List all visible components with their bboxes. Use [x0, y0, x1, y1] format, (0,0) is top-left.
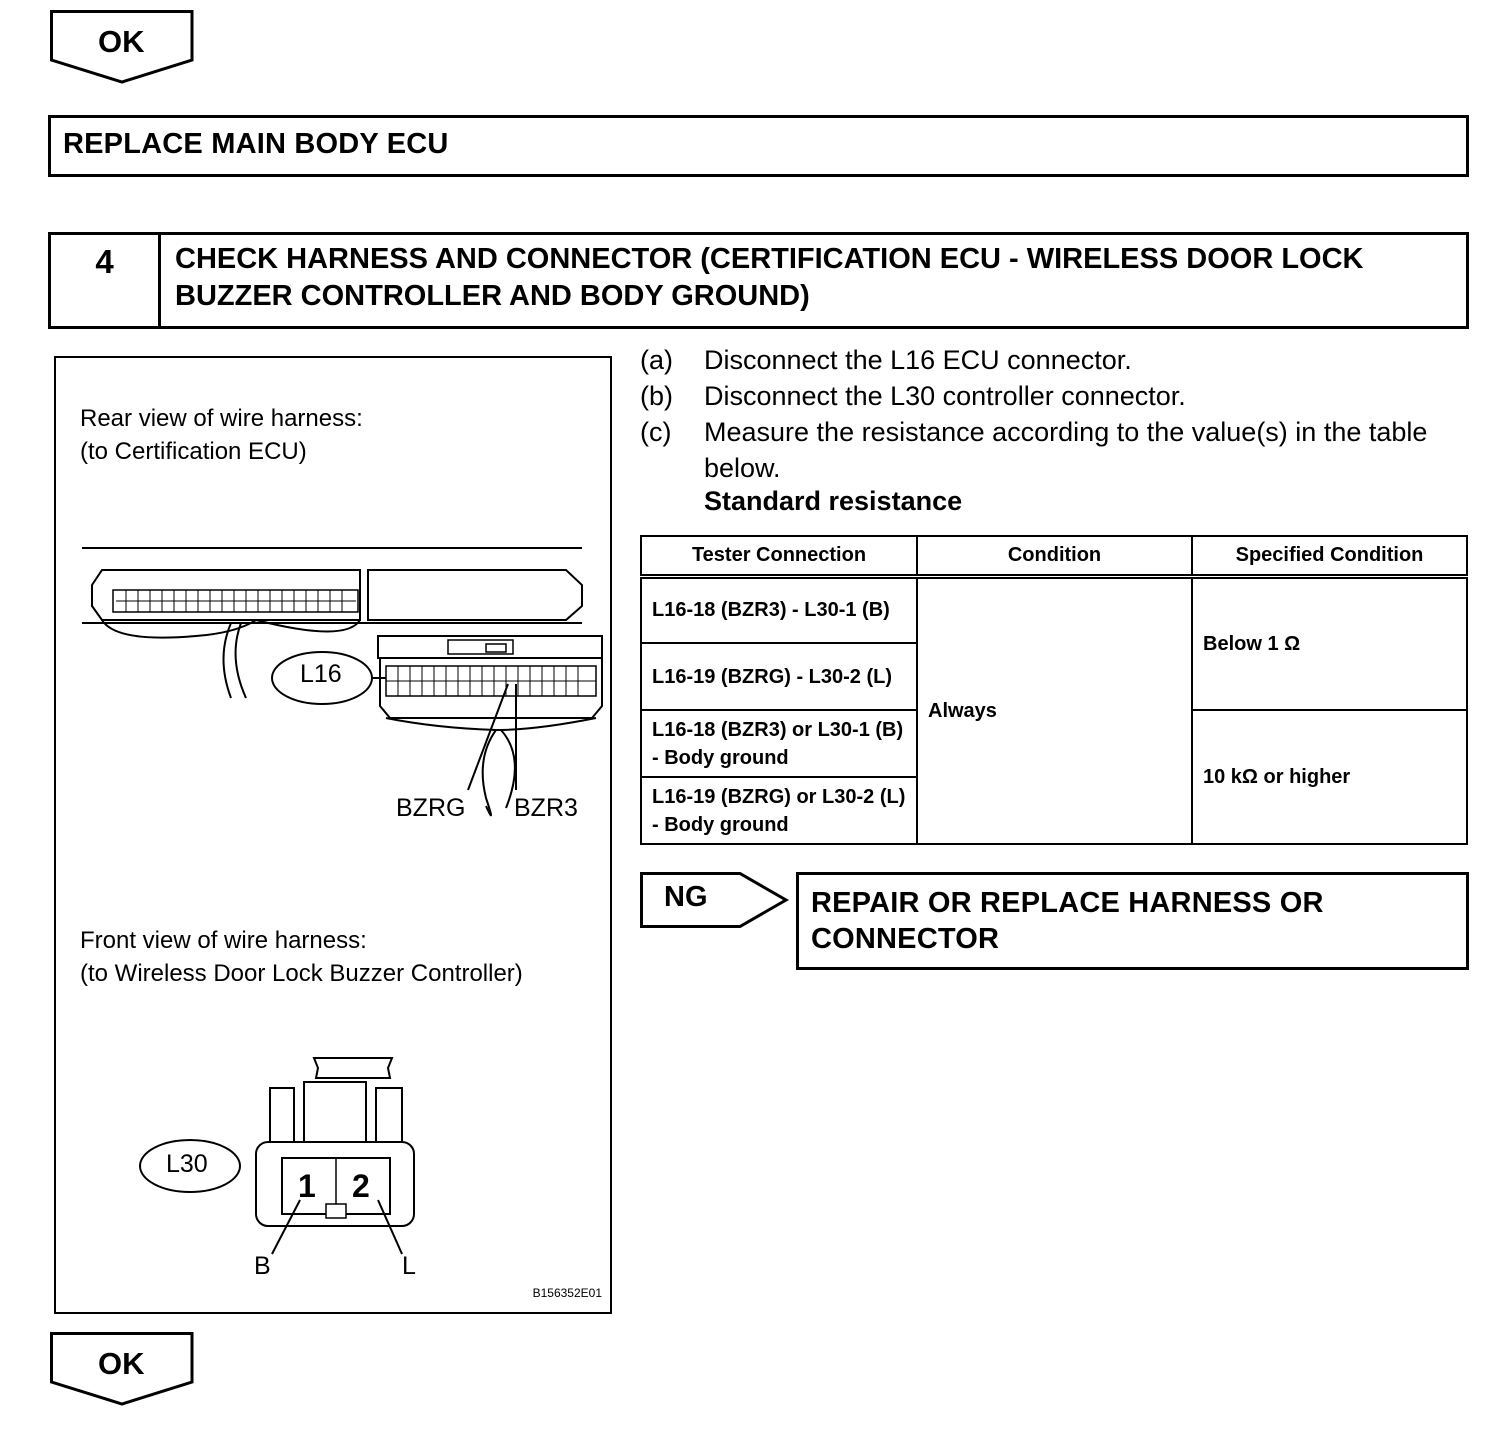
step-title-line1: CHECK HARNESS AND CONNECTOR (CERTIFICATION ECU - WIRELESS DOOR LOCK: [175, 243, 1364, 275]
bottom-ok-label: OK: [98, 1346, 145, 1381]
connection-cell: L16-19 (BZRG) - L30-2 (L): [641, 643, 917, 710]
resistance-table: [640, 535, 1468, 845]
front-caption-line2: (to Wireless Door Lock Buzzer Controller): [80, 960, 523, 987]
instruction-b-text: Disconnect the L30 controller connector.: [704, 381, 1186, 411]
step-title-line2: BUZZER CONTROLLER AND BODY GROUND): [175, 280, 810, 312]
instruction-a-text: Disconnect the L16 ECU connector.: [704, 345, 1132, 375]
ng-label: NG: [664, 881, 708, 913]
ng-action-box: [796, 872, 1469, 970]
ng-action-text: REPAIR OR REPLACE HARNESS OR CONNECTOR: [811, 887, 1324, 955]
front-caption-line1: Front view of wire harness:: [80, 927, 367, 954]
top-ok-arrow: [50, 10, 196, 86]
replace-ecu-box: [48, 115, 1469, 177]
figure-code: B156352E01: [532, 1286, 602, 1300]
spec-cell-1: Below 1 Ω: [1192, 576, 1467, 710]
wire-b-label: B: [254, 1252, 271, 1280]
connection-cell: L16-19 (BZRG) or L30-2 (L) - Body ground: [641, 777, 917, 844]
connection-cell: L16-18 (BZR3) or L30-1 (B) - Body ground: [641, 710, 917, 777]
l16-label: L16: [300, 660, 342, 688]
instruction-b: [640, 378, 1470, 414]
right-arrow-icon: [640, 872, 790, 928]
instruction-c-text: Measure the resistance according to the value(s) in the table below.: [704, 417, 1428, 483]
step-title: [175, 241, 1446, 315]
replace-ecu-title: REPLACE MAIN BODY ECU: [63, 128, 449, 160]
step-number: 4: [51, 235, 161, 326]
header-specified-condition: Specified Condition: [1192, 536, 1467, 576]
l30-label: L30: [166, 1150, 208, 1178]
bzr3-label: BZR3: [514, 794, 578, 822]
condition-cell: Always: [917, 576, 1192, 844]
front-view-caption: [80, 924, 523, 990]
bzrg-label: BZRG: [396, 794, 466, 822]
rear-caption-line1: Rear view of wire harness:: [80, 405, 363, 432]
standard-resistance-title: Standard resistance: [704, 486, 963, 516]
instruction-b-letter: (b): [640, 381, 673, 411]
connection-cell: L16-18 (BZR3) - L30-1 (B): [641, 576, 917, 643]
wiring-illustration: [54, 356, 612, 1314]
instruction-a-letter: (a): [640, 345, 673, 375]
pin-2-label: 2: [352, 1168, 370, 1204]
header-tester-connection: Tester Connection: [641, 536, 917, 576]
header-condition: Condition: [917, 536, 1192, 576]
instruction-a: [640, 342, 1470, 378]
wire-l-label: L: [402, 1252, 416, 1280]
rear-caption-line2: (to Certification ECU): [80, 438, 307, 465]
connector-drawing: [56, 358, 612, 1314]
instruction-c: [640, 414, 1470, 486]
step-4-header: [48, 232, 1469, 329]
ng-arrow: [640, 872, 790, 928]
top-ok-label: OK: [98, 24, 145, 59]
spec-cell-2: 10 kΩ or higher: [1192, 710, 1467, 844]
bottom-ok-arrow: [50, 1332, 196, 1408]
instruction-c-letter: (c): [640, 417, 672, 447]
pin-1-label: 1: [298, 1168, 316, 1204]
